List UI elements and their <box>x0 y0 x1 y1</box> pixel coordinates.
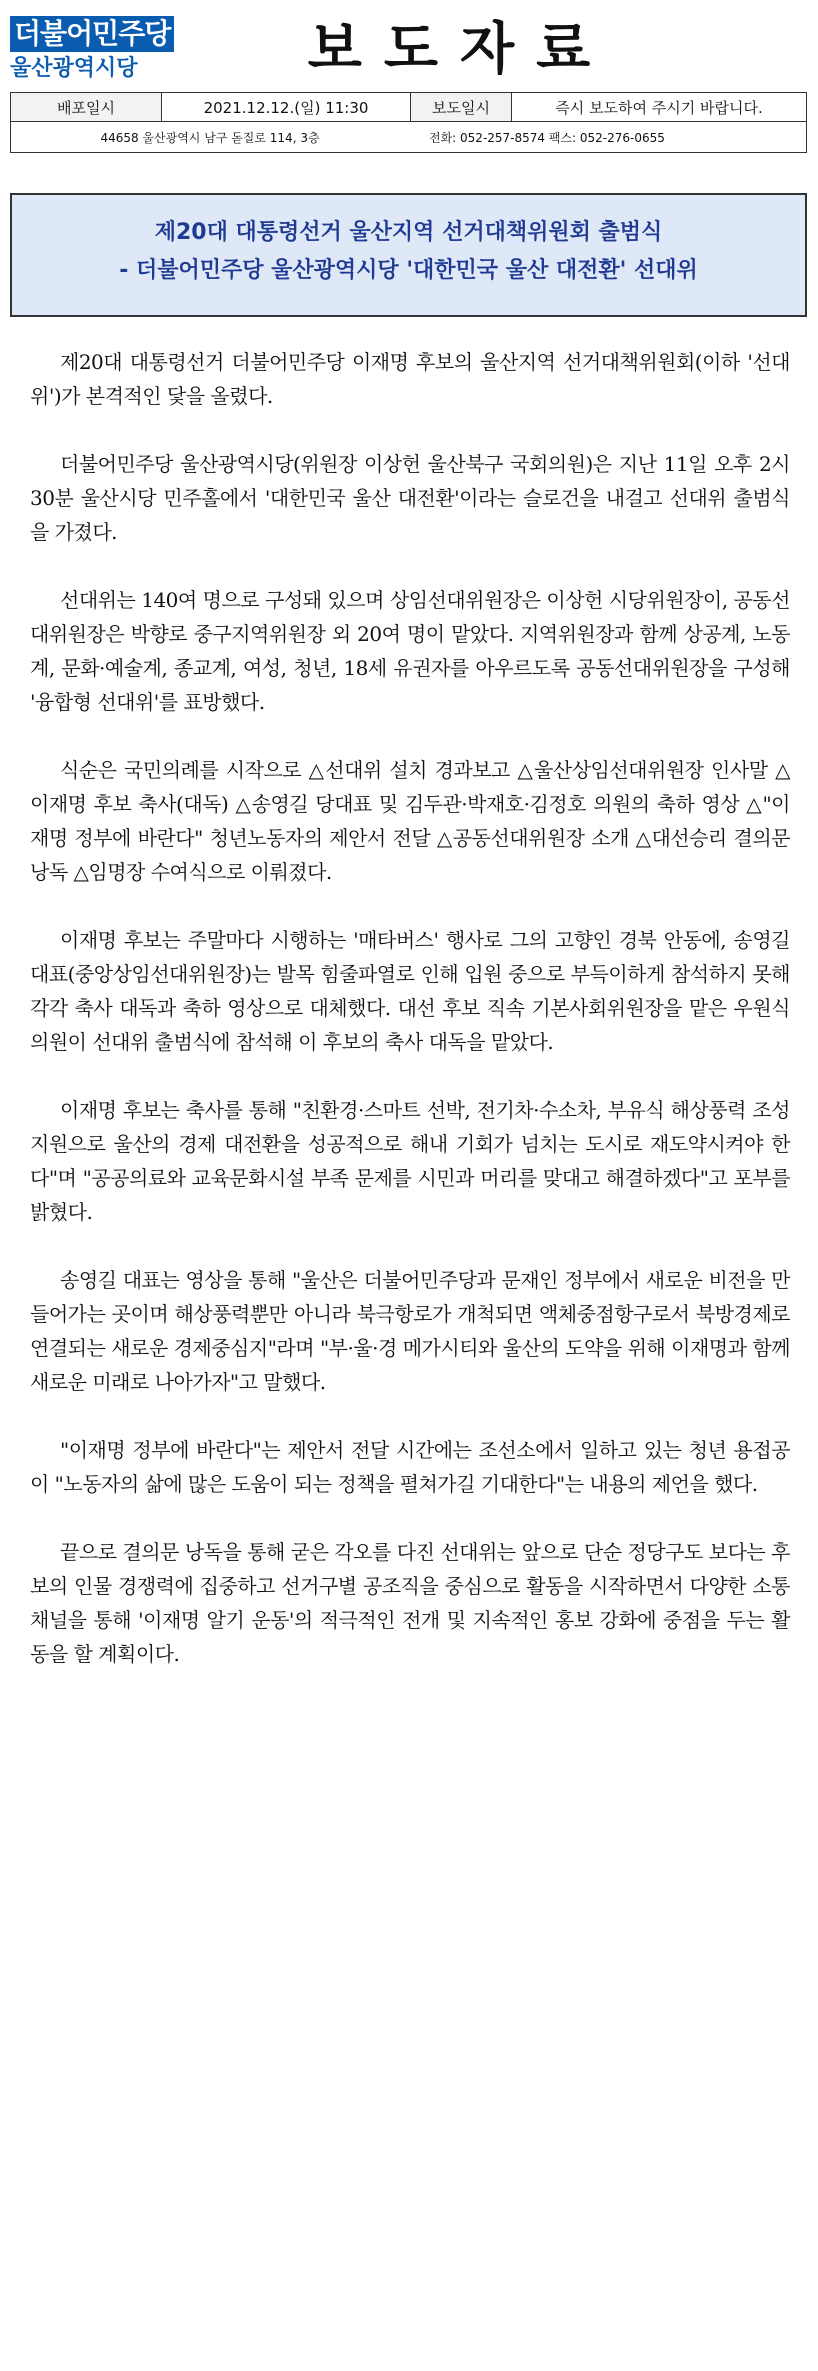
article-paragraph: 더불어민주당 울산광역시당(위원장 이상헌 울산북구 국회의원)은 지난 11일 오후 2시 30분 울산시당 민주홀에서 '대한민국 울산 대전환'이라는 슬로건을 내걸고 선대위 출범식을 가졌다. <box>30 452 790 544</box>
release-info-table <box>10 92 807 153</box>
logo-party-name: 더불어민주당 <box>10 16 174 52</box>
press-release-title: 보도자료 <box>307 16 613 82</box>
article-paragraph: "이재명 정부에 바란다"는 제안서 전달 시간에는 조선소에서 일하고 있는 청년 용접공이 "노동자의 삶에 많은 도움이 되는 정책을 펼쳐가길 기대한다"는 내용의 제언을 했다. <box>30 1438 790 1496</box>
release-info-row <box>11 93 806 122</box>
article-paragraph: 이재명 후보는 축사를 통해 "친환경·스마트 선박, 전기차·수소차, 부유식 해상풍력 조성 지원으로 울산의 경제 대전환을 성공적으로 해내 기회가 넘치는 도시로 재도약시켜야 한다"며 "공공의료와 교육문화시설 부족 문제를 시민과 머리를 맞대고 해결하겠다"고 포부를 밝혔다. <box>30 1098 790 1224</box>
office-address: 44658 울산광역시 남구 돋질로 114, 3층 <box>100 130 320 145</box>
article-paragraph: 제20대 대통령선거 더불어민주당 이재명 후보의 울산지역 선거대책위원회(이하 '선대위')가 본격적인 닻을 올렸다. <box>30 350 790 408</box>
contact-info-row <box>11 122 806 152</box>
headline-box <box>10 193 807 317</box>
release-date-label: 배포일시 <box>11 93 162 121</box>
report-date-label: 보도일시 <box>411 93 512 121</box>
headline-main: 제20대 대통령선거 울산지역 선거대책위원회 출범식 <box>154 220 663 245</box>
article-body <box>30 345 790 1705</box>
release-date-value: 2021.12.12.(일) 11:30 <box>162 93 411 121</box>
article-paragraph: 송영길 대표는 영상을 통해 "울산은 더불어민주당과 문재인 정부에서 새로운 비전을 만들어가는 곳이며 해상풍력뿐만 아니라 북극항로가 개척되면 액체중점항구로서 북방경제로 연결되는 새로운 경제중심지"라며 "부·울·경 메가시티와 울산의 도약을 위해 이재명과 함께 새로운 미래로 나아가자"고 말했다. <box>30 1268 790 1394</box>
article-paragraph: 식순은 국민의례를 시작으로 △선대위 설치 경과보고 △울산상임선대위원장 인사말 △이재명 후보 축사(대독) △송영길 당대표 및 김두관·박재호·김정호 의원의 축하 영상 △"이재명 정부에 바란다" 청년노동자의 제안서 전달 △공동선대위원장 소개 △대선승리 결의문 낭독 △임명장 수여식으로 이뤄졌다. <box>30 758 790 884</box>
press-header <box>10 10 805 90</box>
article-paragraph: 끝으로 결의문 낭독을 통해 굳은 각오를 다진 선대위는 앞으로 단순 정당구도 보다는 후보의 인물 경쟁력에 집중하고 선거구별 공조직을 중심으로 활동을 시작하면서 다양한 소통채널을 통해 '이재명 알기 운동'의 적극적인 전개 및 지속적인 홍보 강화에 중점을 두는 활동을 할 계획이다. <box>30 1540 790 1666</box>
party-logo <box>10 16 180 84</box>
logo-branch-name: 울산광역시당 <box>10 56 138 81</box>
article-paragraph: 선대위는 140여 명으로 구성돼 있으며 상임선대위원장은 이상헌 시당위원장이, 공동선대위원장은 박향로 중구지역위원장 외 20여 명이 맡았다. 지역위원장과 함께 상공계, 노동계, 문화·예술계, 종교계, 여성, 청년, 18세 유권자를 아우르도록 공동선대위원장을 구성해 '융합형 선대위'를 표방했다. <box>30 588 790 714</box>
report-date-value: 즉시 보도하여 주시기 바랍니다. <box>555 98 763 117</box>
article-paragraph: 이재명 후보는 주말마다 시행하는 '매타버스' 행사로 그의 고향인 경북 안동에, 송영길 대표(중앙상임선대위원장)는 발목 힘줄파열로 인해 입원 중으로 부득이하게 참석하지 못해 각각 축사 대독과 축하 영상으로 대체했다. 대선 후보 직속 기본사회위원장을 맡은 우원식 의원이 선대위 출범식에 참석해 이 후보의 축사 대독을 맡았다. <box>30 928 790 1054</box>
headline-sub: - 더불어민주당 울산광역시당 '대한민국 울산 대전환' 선대위 <box>119 258 698 283</box>
office-contact: 전화: 052-257-8574 팩스: 052-276-0655 <box>429 130 665 145</box>
